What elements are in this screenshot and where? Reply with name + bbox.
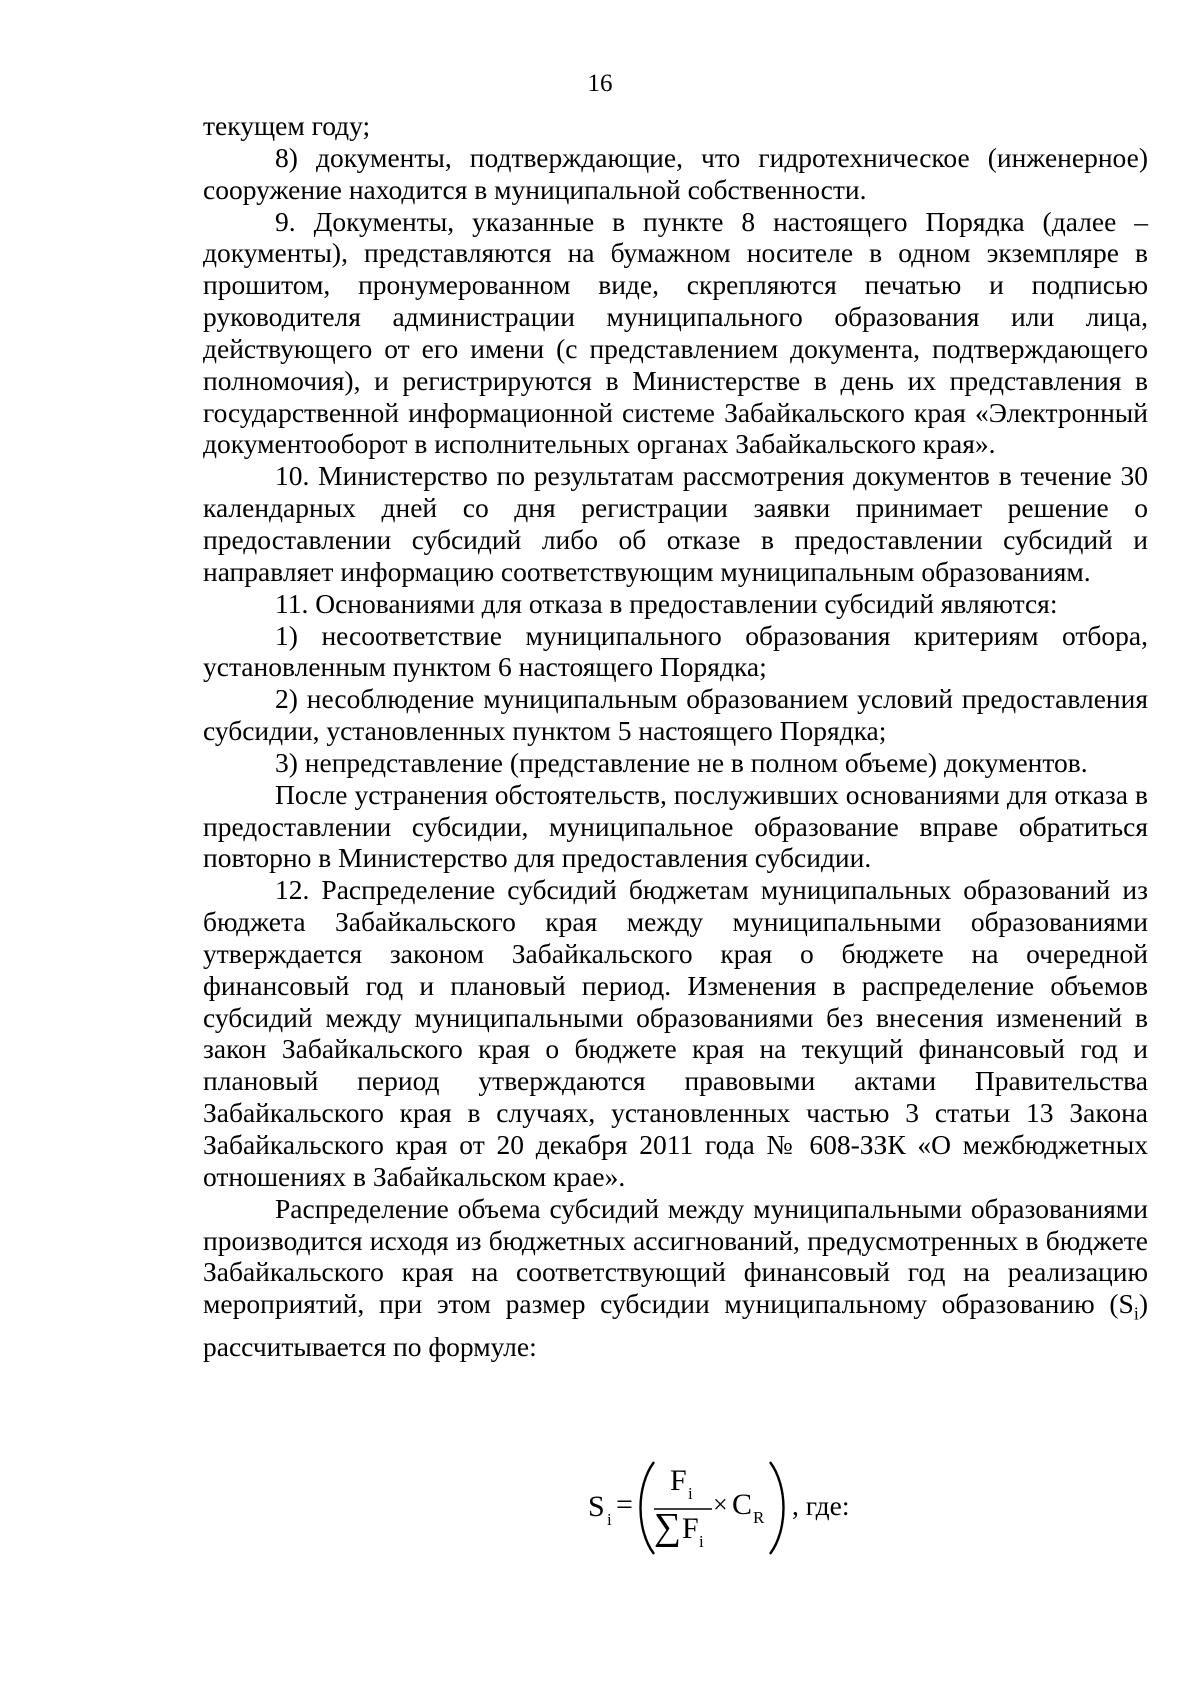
formula-s-subscript: i (607, 1510, 612, 1529)
formula-suffix: , где: (792, 1490, 850, 1521)
formula-numerator: F (670, 1464, 687, 1497)
paragraph: 3) непредставление (представление не в полном объеме) документов. (275, 746, 1088, 778)
formula-c-subscript: R (753, 1508, 765, 1527)
paragraph-formula-intro (203, 1193, 1148, 1363)
paragraph: текущем году; (203, 110, 371, 141)
formula-sum-symbol: ∑ (654, 1506, 682, 1548)
paragraph: 1) несоответствие муниципального образования критериям отбора, установленным пунктом 6 настоящего Порядка; (203, 619, 1148, 683)
formula-s: S (588, 1490, 605, 1523)
paragraph: 2) несоблюдение муниципальным образованием условий предоставления субсидии, установленных пунктом 5 настоящего Порядка; (203, 683, 1148, 747)
page-number: 16 (587, 70, 613, 97)
paragraph-text: Распределение объема субсидий между муниципальными образованиями производится исходя из бюджетных ассигнований, предусмотренных в бюджете Забайкальского края на соответствующий финансовый год на реализацию мероприятий, при этом размер субсидии муниципальному образованию (S (203, 1192, 1148, 1320)
formula-denominator-subscript: i (699, 1532, 704, 1551)
paragraph: 12. Распределение субсидий бюджетам муниципальных образований из бюджета Забайкальского края между муниципальными образованиями утверждается законом Забайкальского края о бюджете на очередной финансовый год и плановый период. Изменения в распределение объемов субсидий между муниципальными образованиями без внесения изменений в закон Забайкальского края о бюджете края на текущий финансовый год и плановый период утверждаются правовыми актами Правительства Забайкальского края в случаях, установленных частью 3 статьи 13 Закона Забайкальского края от 20 декабря 2011 года № 608-ЗЗК «О межбюджетных отношениях в Забайкальском крае». (203, 874, 1148, 1192)
formula-times: × (713, 1490, 728, 1519)
subscript: i (1133, 1303, 1139, 1324)
right-paren-icon (766, 1458, 792, 1558)
paragraph: 9. Документы, указанные в пункте 8 настоящего Порядка (далее – документы), представляются на бумажном носителе в одном экземпляре в прошитом, пронумерованном виде, скрепляются печатью и подписью руководителя администрации муниципального образования или лица, действующего от его имени (с представлением документа, подтверждающего полномочия), и регистрируются в Министерстве в день их представления в государственной информационной системе Забайкальского края «Электронный документооборот в исполнительных органах Забайкальского края». (203, 205, 1148, 460)
formula-denominator: F (682, 1512, 699, 1545)
formula-numerator-subscript: i (688, 1484, 693, 1503)
body-text (203, 110, 1148, 1362)
paragraph: После устранения обстоятельств, послуживших основаниями для отказа в предоставлении субсидии, муниципальное образование вправе обратиться повторно в Министерство для предоставления субсидии. (203, 778, 1148, 874)
paragraph: 8) документы, подтверждающие, что гидротехническое (инженерное) сооружение находится в муниципальной собственности. (203, 141, 1148, 205)
paragraph-tail: ) рассчитывается по формуле: (203, 1288, 1148, 1362)
formula-c: C (732, 1488, 753, 1521)
paragraph: 10. Министерство по результатам рассмотрения документов в течение 30 календарных дней со дня регистрации заявки принимает решение о предоставлении субсидий либо об отказе в предоставлении субсидий и направляет информацию соответствующим муниципальным образованиям. (203, 460, 1148, 587)
formula-equals: = (616, 1488, 633, 1521)
paragraph: 11. Основаниями для отказа в предоставлении субсидий являются: (275, 587, 1058, 619)
